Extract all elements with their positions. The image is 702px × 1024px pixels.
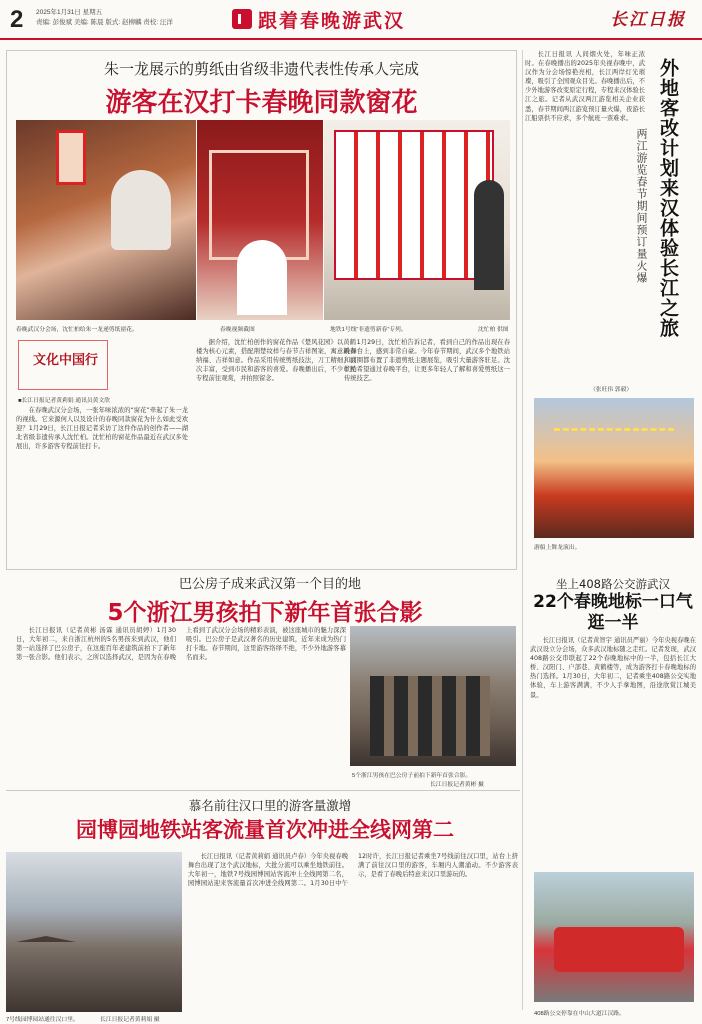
article-body-col: 据介绍，沈忙柏创作的窗花作品《楚风花园》以黄鹤楼为核心元素，搭配荆楚纹样与春节吉祥图案，寓意新春纳福、吉祥如意。作品采用传统剪纸技法，刀工精细，层次丰富，受到市民和游客的喜爱。春晚播出后，不少市民专程前往观赏，并拍照留念。: [196, 339, 356, 383]
article-body-col: 在春晚武汉分会场，一张年味浓浓的“窗花”牵起了朱一龙的视线。它来源何人以及设计的春晚同款窗花为什么如此受欢迎？1月29日，长江日报记者采访了这件作品的创作者——湖北省级非遗传承人沈忙柏。沈忙柏的窗花作品最近在武汉多处展出，许多游客专程前往打卡。: [16, 407, 188, 451]
group-of-people: [370, 676, 490, 756]
article-byline: ■长江日报记者黄莉娟 通讯员黄文欣: [18, 398, 111, 404]
person-figure: [111, 170, 171, 250]
person-figure-2: [237, 240, 287, 315]
article-body-col: 1月29日，沈忙柏告诉记者，看到自己的作品出现在春晚舞台上，感到非常自豪。今年春节期间，武汉多个地铁站和商圈都布置了非遗剪纸主题展览，吸引大量游客驻足。沈忙柏希望通过春晚平台，让更多年轻人了解和喜爱剪纸这一传统技艺。: [344, 339, 510, 383]
photo-credit: 沈忙柏 供图: [478, 327, 509, 333]
lantern-string: [554, 428, 674, 444]
red-bus: [554, 927, 684, 972]
flag-icon: [232, 9, 252, 29]
side-article-author: （张旺伟 郭毅）: [590, 387, 633, 393]
column-title: 跟着春晚游武汉: [258, 9, 406, 32]
passenger-figure: [474, 180, 504, 290]
page-header: [0, 0, 702, 38]
metro-car-interior: [334, 130, 494, 280]
side-article-title: 外地客改计划来汉体验长江之旅: [657, 58, 679, 338]
photo-screenshot: [197, 120, 323, 320]
article-body: 长江日报讯（记者黄彬 汤霖 通讯员胡婷）1月30日，大年初二，来自浙江杭州的5名男孩来到武汉，他们第一站选择了巴公房子，在这座百年老建筑前拍下了新年第一张合影。他们表示，之所以选择武汉，是因为在春晚上看到了武汉分会场的精彩表演，被这座城市的魅力深深吸引。巴公房子是武汉著名的历史建筑，近年来成为热门打卡地。春节期间，这里游客络绎不绝，不少外地游客慕名而来。: [16, 627, 346, 662]
side-article-body: 长江日报讯 人间烟火处，年味正浓时。在春晚播出的2025年央视春晚中，武汉作为分会场惊艳亮相，长江两岸灯光璀璨，吸引了全国观众目光。春晚播出后，不少外地游客改变原定行程，专程来汉体验长江之旅。记者从武汉两江游览相关企业获悉，春节期间两江游览预订量火爆，夜游长江船票供不应求，多个航班一票难求。: [525, 51, 645, 122]
photo-caption: 408路公交停靠在中山大道江汉路。: [534, 1011, 625, 1017]
article-title: 园博园地铁站客流量首次冲进全线网第二: [76, 818, 454, 842]
article-title: 22个春晚地标一口气逛一半: [533, 592, 693, 633]
page-number: 2: [10, 6, 24, 33]
issue-date: 2025年1月31日 星期五: [36, 9, 103, 16]
article-subtitle: 慕名前往汉口里的游客量激增: [188, 798, 352, 813]
article-body: 长江日报讯（记者黄智宇 通讯员严丽）今年央视春晚在武汉设立分会场，众多武汉地标随之走红。记者发现，武汉408路公交串联起了22个春晚地标中的一半，包括长江大桥、汉阳门、户部巷、黄鹤楼等，成为游客打卡春晚地标的热门选择。1月30日，大年初二，记者乘坐408路公交实地体验，车上游客满满，不少人手拿地图，沿途欣赏江城美景。: [530, 637, 696, 699]
photo-caption: 7号线园博园站通往汉口里。: [6, 1017, 79, 1023]
article-subtitle: 坐上408路公交游武汉: [556, 577, 670, 591]
article-subtitle: 朱一龙展示的剪纸由省级非遗代表性传承人完成: [103, 60, 419, 78]
column-badge-text: 文化中国行: [33, 353, 99, 368]
column-divider: [522, 50, 523, 1010]
masthead-logo: 长江日报: [610, 10, 686, 30]
column-badge: [18, 340, 108, 390]
papercut-decoration: [56, 130, 86, 185]
photo-bus-408: [534, 872, 694, 1002]
article-body: 长江日报讯（记者黄莉娟 通讯员卢春）今年央视春晚舞台出现了这个武汉地标，大批分流可以乘坐地铁前往。大年初一，地铁7号线园博园站客流冲上全线网第二名，园博园站迎来客流量首次冲进全线网第二。1月30日中午12时许，长江日报记者乘坐7号线前往汉口里，站台上挤满了前往汉口里的游客，车厢内人潮涌动。不少游客表示，是看了春晚后特意来汉口里游玩的。: [188, 853, 518, 888]
photo-caption: 春晚视频截图: [220, 327, 255, 333]
photo-caption: 地铁1号线“非遗剪新春”专列。: [330, 327, 407, 333]
photo-caption: 游船上舞龙演出。: [534, 545, 581, 551]
photo-five-boys: [350, 626, 516, 766]
article-title: 5个浙江男孩拍下新年首张合影: [107, 600, 423, 626]
photo-credit: 长江日报记者黄彬 摄: [430, 782, 484, 788]
photo-zhuyilong: [16, 120, 196, 320]
issue-meta: [36, 8, 196, 28]
side-article-subtitle: 两江游览春节期间预订量火爆: [635, 128, 648, 284]
photo-dragon-dance: [534, 398, 694, 538]
issue-editors: 责编: 彭俊斌 美编: 陈晨 版式: 赵柳麟 责校: 汪洋: [36, 19, 173, 26]
photo-caption: 5个浙江男孩在巴公房子前拍下新年首张合影。: [352, 773, 472, 779]
article-title: 游客在汉打卡春晚同款窗花: [105, 88, 418, 118]
section-divider: [6, 790, 520, 791]
photo-metro-train: [324, 120, 510, 320]
article-subtitle: 巴公房子成来武汉第一个目的地: [178, 577, 361, 592]
photo-hankou-li: [6, 852, 182, 1012]
pagoda-roof: [16, 882, 76, 942]
photo-caption: 春晚武汉分会场，沈忙柏给朱一龙递剪纸窗花。: [16, 327, 138, 333]
photo-credit: 长江日报记者黄莉娟 摄: [100, 1017, 160, 1023]
column-header: [232, 4, 405, 34]
header-rule: [0, 38, 702, 40]
